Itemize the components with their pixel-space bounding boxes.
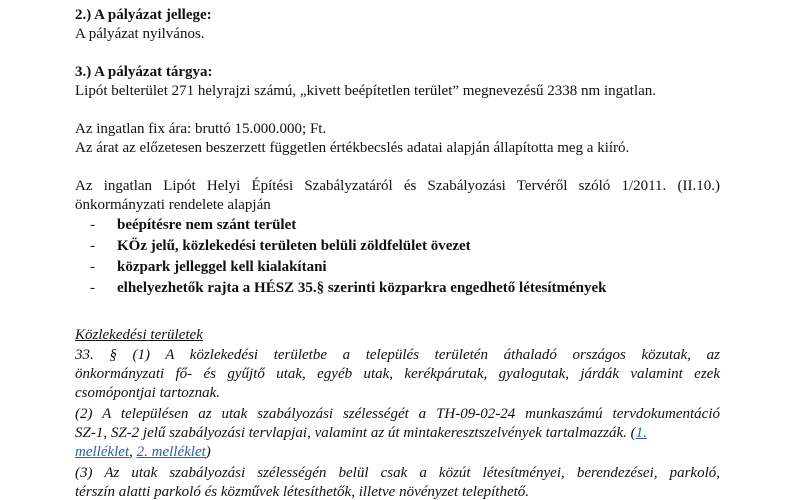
bullet-dash: - bbox=[90, 280, 95, 296]
annex-2-link[interactable]: 2. melléklet bbox=[136, 444, 206, 460]
price-line: Az ingatlan fix ára: bruttó 15.000.000; Ft. bbox=[75, 121, 327, 137]
link-separator: , bbox=[129, 444, 137, 460]
section-2-heading: 2.) A pályázat jellege: bbox=[75, 7, 212, 23]
regulation-p2-line bbox=[75, 443, 211, 462]
regulation-p2-line bbox=[75, 424, 647, 443]
section-3-heading: 3.) A pályázat tárgya: bbox=[75, 64, 213, 80]
regulation-p3-line: (3) Az utak szabályozási szélességén belül csak a közút létesítményei, berendezései, parkoló, bbox=[75, 465, 720, 481]
regulation-p1-line: 33. § (1) A közlekedési területbe a település területén áthaladó országos közutak, az bbox=[75, 347, 720, 363]
regulation-p1-line: önkormányzati fő- és gyűjtő utak, egyéb utak, kerékpárutak, gyalogutak, járdák valamint ezek bbox=[75, 366, 720, 382]
regulation-p2-text: SZ-1, SZ-2 jelű szabályozási tervlapjai, valamint az út mintakeresztszelvények tartalmazzák. ( bbox=[75, 425, 636, 441]
bullet-dash: - bbox=[90, 217, 95, 233]
zoning-intro-line-2: önkormányzati rendelete alapján bbox=[75, 197, 271, 213]
paren-close: ) bbox=[205, 444, 211, 460]
bullet-text: KÖz jelű, közlekedési területen belüli zöldfelület övezet bbox=[117, 238, 471, 254]
regulation-p1-line: csomópontjai tartoznak. bbox=[75, 385, 220, 401]
section-3-text: Lipót belterület 271 helyrajzi számú, „kivett beépítetlen terület” megnevezésű 2338 nm ingatlan. bbox=[75, 83, 657, 99]
annex-1-link-continued[interactable]: melléklet bbox=[75, 444, 130, 460]
section-2-text: A pályázat nyilvános. bbox=[75, 26, 205, 42]
regulation-p3-line: térszín alatti parkoló és közművek létesíthetők, illetve növényzet telepíthető. bbox=[75, 484, 530, 500]
regulation-p2-line: (2) A településen az utak szabályozási szélességét a TH-09-02-24 munkaszámú tervdokumentáció bbox=[75, 406, 720, 422]
bullet-text: beépítésre nem szánt terület bbox=[117, 217, 297, 233]
price-basis-line: Az árat az előzetesen beszerzett független értékbecslés adatai alapján állapította meg a kiíró. bbox=[75, 140, 630, 156]
bullet-dash: - bbox=[90, 238, 95, 254]
bullet-dash: - bbox=[90, 259, 95, 275]
bullet-text: elhelyezhetők rajta a HÉSZ 35.§ szerinti közparkra engedhető létesítmények bbox=[117, 280, 607, 296]
bullet-text: közpark jelleggel kell kialakítani bbox=[117, 259, 327, 275]
zoning-intro-line: Az ingatlan Lipót Helyi Építési Szabályzatáról és Szabályozási Tervéről szóló 1/2011. (II.10.) bbox=[75, 178, 720, 194]
regulation-title: Közlekedési területek bbox=[75, 327, 203, 343]
annex-1-link[interactable]: 1. bbox=[635, 425, 647, 441]
